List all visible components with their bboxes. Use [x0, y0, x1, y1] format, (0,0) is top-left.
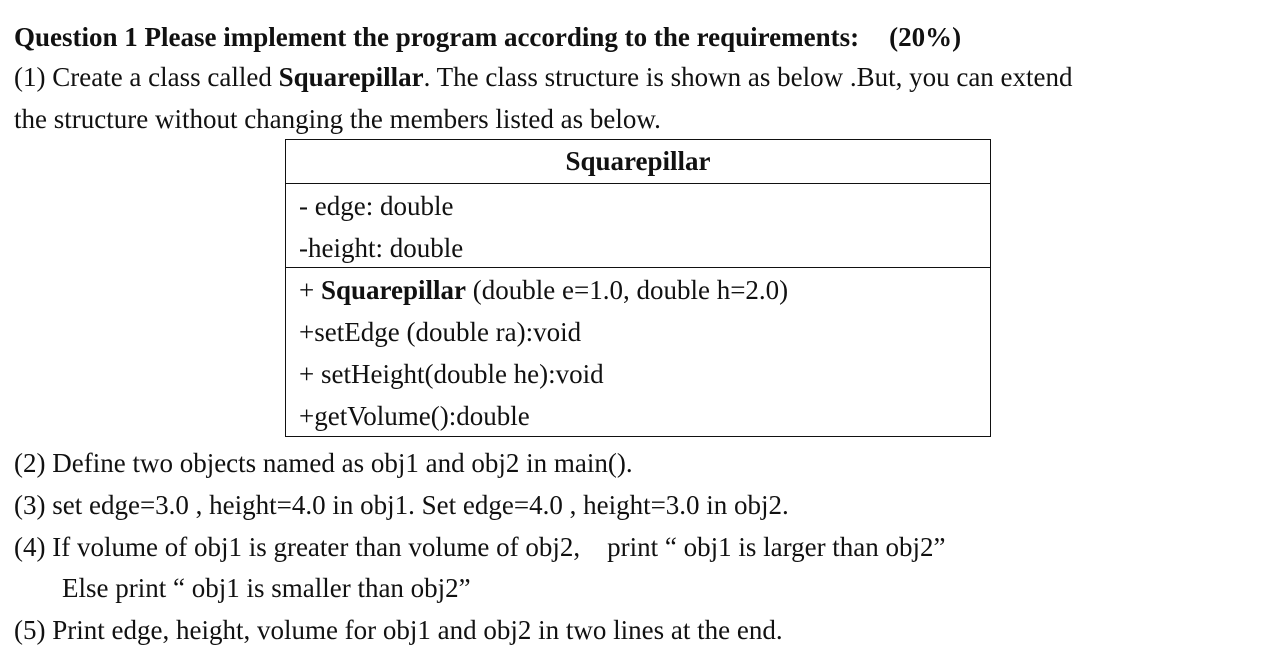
- uml-constructor-params: (double e=1.0, double h=2.0): [466, 275, 789, 305]
- uml-attributes: [286, 184, 990, 268]
- requirement-5: (5) Print edge, height, volume for obj1 and obj2 in two lines at the end.: [14, 615, 783, 645]
- req1-pre: (1) Create a class called: [14, 62, 279, 92]
- uml-attribute-edge: - edge: double: [299, 191, 454, 221]
- uml-class-name: Squarepillar: [286, 140, 990, 184]
- uml-method-setheight: + setHeight(double he):void: [299, 359, 604, 389]
- uml-attribute-height: -height: double: [299, 233, 464, 263]
- requirement-1-line-1: [14, 60, 1073, 94]
- question-heading-text: Question 1 Please implement the program according to the requirements:: [14, 22, 860, 52]
- requirement-2: (2) Define two objects named as obj1 and obj2 in main().: [14, 448, 633, 478]
- requirement-4-line-2: Else print “ obj1 is smaller than obj2”: [62, 573, 471, 603]
- uml-class-diagram: [285, 139, 991, 437]
- uml-constructor-name: Squarepillar: [320, 275, 467, 305]
- uml-constructor-prefix: +: [299, 275, 321, 305]
- uml-constructor: [286, 269, 990, 311]
- question-percent: (20%): [889, 22, 962, 52]
- uml-method-setedge: +setEdge (double ra):void: [299, 317, 582, 347]
- requirement-1-line-2: the structure without changing the members listed as below.: [14, 104, 661, 134]
- uml-methods: [286, 268, 990, 437]
- requirement-4-line-1: (4) If volume of obj1 is greater than volume of obj2, print “ obj1 is larger than obj2”: [14, 532, 946, 562]
- question-heading: [14, 20, 961, 54]
- req1-class-name: Squarepillar: [278, 62, 424, 92]
- requirement-3: (3) set edge=3.0 , height=4.0 in obj1. Set edge=4.0 , height=3.0 in obj2.: [14, 490, 789, 520]
- uml-method-getvolume: +getVolume():double: [299, 401, 530, 431]
- req1-post: . The class structure is shown as below .But, you can extend: [423, 62, 1073, 92]
